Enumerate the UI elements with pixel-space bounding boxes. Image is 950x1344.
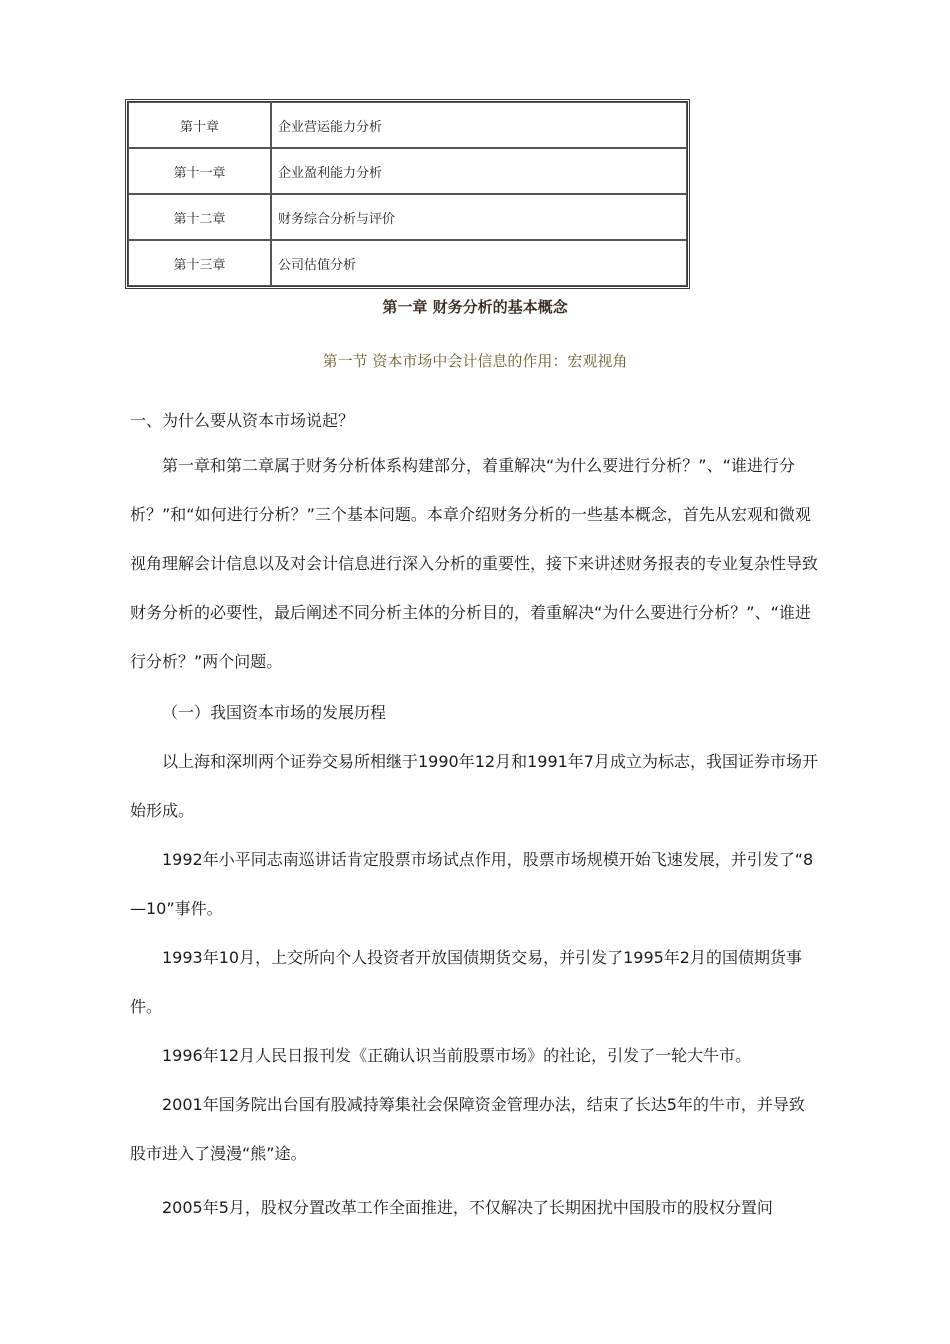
question-heading: 一、为什么要从资本市场说起？ [130,411,355,430]
table-row [128,148,687,194]
history-paragraph: 以上海和深圳两个证券交易所相继于1990年12月和1991年7月成立为标志，我国证券市场开始形成。 [130,752,818,820]
subsection-heading: （一）我国资本市场的发展历程 [162,703,387,722]
history-paragraph: 2005年5月，股权分置改革工作全面推进，不仅解决了长期困扰中国股市的股权分置问 [162,1198,773,1217]
table-row [128,194,687,240]
history-paragraph: 1992年小平同志南巡讲话肯定股票市场试点作用，股票市场规模开始飞速发展，并引发了“8—10”事件。 [130,850,814,918]
intro-paragraph: 第一章和第二章属于财务分析体系构建部分，着重解决“为什么要进行分析？”、“谁进行分析？”和“如何进行分析？”三个基本问题。本章介绍财务分析的一些基本概念，首先从宏观和微观视角理解会计信息以及对会计信息进行深入分析的重要性，接下来讲述财务报表的专业复杂性导致财务分析的必要性，最后阐述不同分析主体的分析目的，着重解决“为什么要进行分析？”、“谁进行分析？”两个问题。 [130,456,819,671]
history-paragraph: 2001年国务院出台国有股减持筹集社会保障资金管理办法，结束了长达5年的牛市，并导致股市进入了漫漫“熊”途。 [130,1095,805,1163]
chapter-number-cell: 第十二章 [128,194,271,240]
table-row [128,240,687,286]
chapter-list-table [125,99,690,289]
history-paragraph: 1993年10月，上交所向个人投资者开放国债期货交易，并引发了1995年2月的国债期货事件。 [130,948,802,1016]
chapter-title-cell: 企业盈利能力分析 [271,148,687,194]
chapter-number-cell: 第十三章 [128,240,271,286]
chapter-title-cell: 企业营运能力分析 [271,102,687,148]
chapter-heading: 第一章 财务分析的基本概念 [382,298,568,316]
history-paragraph: 1996年12月人民日报刊发《正确认识当前股票市场》的社论，引发了一轮大牛市。 [162,1046,752,1065]
chapter-title-cell: 财务综合分析与评价 [271,194,687,240]
chapter-number-cell: 第十章 [128,102,271,148]
chapter-number-cell: 第十一章 [128,148,271,194]
table-row [128,102,687,148]
chapter-title-cell: 公司估值分析 [271,240,687,286]
section-heading: 第一节 资本市场中会计信息的作用：宏观视角 [322,352,628,370]
